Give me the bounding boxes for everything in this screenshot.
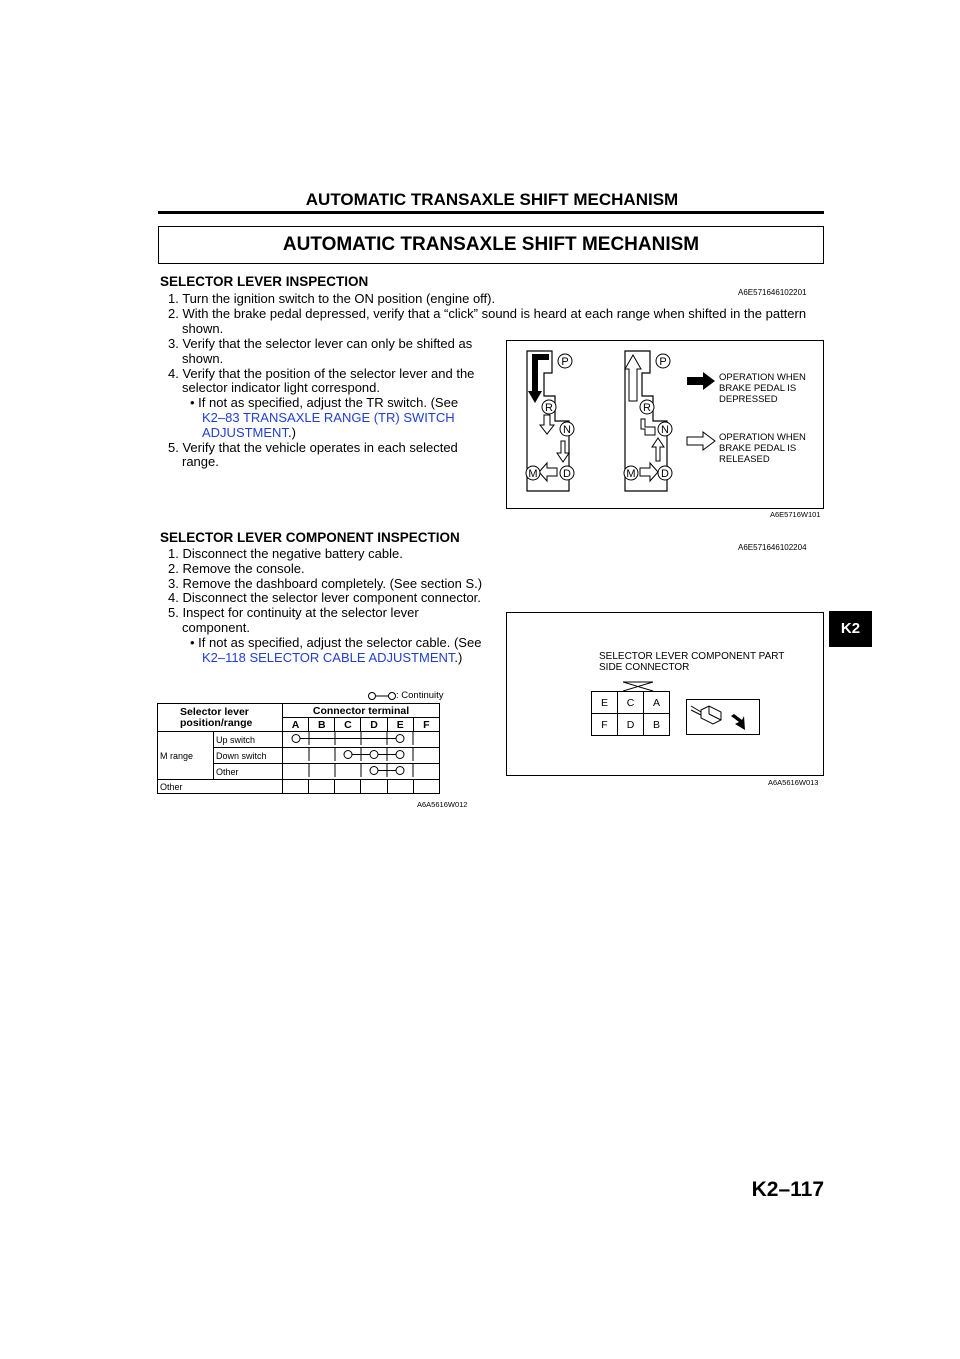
section-title-box: AUTOMATIC TRANSAXLE SHIFT MECHANISM xyxy=(158,226,824,264)
right-hollow-arrow-rp xyxy=(625,355,641,401)
title-rule xyxy=(158,211,824,214)
svg-text:D: D xyxy=(661,468,669,480)
continuity-other xyxy=(283,764,439,777)
s1-sub-text: • If not as specified, adjust the TR switch. (See xyxy=(190,395,459,411)
svg-text:P: P xyxy=(561,356,569,368)
section2-code: A6E571646102204 xyxy=(738,543,807,552)
row-label: Down switch xyxy=(214,748,283,764)
continuity-cells xyxy=(283,732,440,748)
right-hollow-arrow-md xyxy=(640,463,658,481)
connector-figure xyxy=(506,612,824,776)
section1-title: SELECTOR LEVER INSPECTION xyxy=(160,274,369,289)
terminal-header: F xyxy=(413,718,439,732)
s1-sub-end: .) xyxy=(287,424,296,440)
page-number: K2–117 xyxy=(751,1178,824,1201)
m-range-cell: M range xyxy=(158,732,214,780)
left-black-arrowhead xyxy=(528,391,542,403)
empty-cell xyxy=(361,780,387,794)
section1-steps-top xyxy=(158,292,824,336)
section1-steps-col xyxy=(158,337,476,470)
s2-step-2: 2. Remove the console. xyxy=(168,560,305,576)
table-code: A6A5616W012 xyxy=(417,800,468,809)
section2-steps xyxy=(158,547,494,665)
svg-text:D: D xyxy=(563,468,571,480)
continuity-cells xyxy=(283,748,440,764)
terminal-header: D xyxy=(361,718,387,732)
s1-step-4: 4. Verify that the position of the selector lever and the selector indicator light correspond. xyxy=(168,365,475,396)
connector-figure-code: A6A5616W013 xyxy=(768,778,819,787)
terminal-cell: E xyxy=(592,692,618,714)
s2-sub-end: .) xyxy=(454,649,463,665)
s1-step-5: 5. Verify that the vehicle operates in each selected range. xyxy=(168,439,458,470)
s2-sub-text: • If not as specified, adjust the selector cable. (See xyxy=(190,634,482,650)
svg-text:M: M xyxy=(626,468,636,480)
table-header-left: Selector lever position/range xyxy=(158,704,283,732)
svg-text:N: N xyxy=(661,424,669,436)
section2-title: SELECTOR LEVER COMPONENT INSPECTION xyxy=(160,530,460,545)
terminal-header: A xyxy=(283,718,309,732)
left-hollow-arrow-rn xyxy=(540,415,554,434)
terminal-header: E xyxy=(387,718,413,732)
empty-cell xyxy=(283,780,309,794)
left-black-arrow-line xyxy=(535,357,549,393)
selector-cable-adjustment-link[interactable]: K2–118 SELECTOR CABLE ADJUSTMENT xyxy=(202,649,455,665)
left-hollow-arrow-dm xyxy=(539,463,557,481)
svg-text:R: R xyxy=(643,402,651,414)
terminal-cell: F xyxy=(592,714,618,736)
row-label: Other xyxy=(214,764,283,780)
s2-step-5-sub xyxy=(158,636,482,666)
right-hollow-arrow-dn xyxy=(652,438,664,461)
continuity-up-switch xyxy=(283,732,439,745)
continuity-legend xyxy=(368,690,444,701)
empty-cell xyxy=(413,780,439,794)
continuity-down-switch xyxy=(283,748,439,761)
legend-black-arrow xyxy=(687,372,715,390)
s1-step-4-sub xyxy=(158,396,476,440)
empty-cell xyxy=(335,780,361,794)
legend-hollow-arrow xyxy=(687,432,715,450)
running-title: AUTOMATIC TRANSAXLE SHIFT MECHANISM xyxy=(305,190,679,209)
terminal-cell: A xyxy=(644,692,670,714)
s1-step-1: 1. Turn the ignition switch to the ON position (engine off). xyxy=(168,291,496,306)
legend-depressed-label: OPERATION WHEN BRAKE PEDAL IS DEPRESSED xyxy=(719,372,806,405)
tr-switch-adjustment-link[interactable]: K2–83 TRANSAXLE RANGE (TR) SWITCH ADJUSTMENT xyxy=(202,409,455,440)
left-hollow-arrow-nd xyxy=(557,441,569,462)
section1-code: A6E571646102201 xyxy=(738,288,807,297)
svg-text:R: R xyxy=(545,402,553,414)
table-row xyxy=(158,732,440,748)
svg-text:N: N xyxy=(563,424,571,436)
other-row-label: Other xyxy=(158,780,283,794)
table-row xyxy=(158,780,440,794)
continuity-table xyxy=(157,703,440,794)
terminal-cell: B xyxy=(644,714,670,736)
side-tab-k2[interactable]: K2 xyxy=(829,611,872,647)
terminal-header: C xyxy=(335,718,361,732)
connector-terminal-grid xyxy=(591,691,670,736)
s1-step-2: 2. With the brake pedal depressed, verify that a “click” sound is heard at each range when shifted in the pattern shown. xyxy=(168,305,807,336)
connector-view-box xyxy=(686,699,760,735)
table-header-group: Connector terminal xyxy=(283,704,440,718)
connector-view-arrow-icon xyxy=(687,700,759,734)
connector-label: SELECTOR LEVER COMPONENT PART SIDE CONNECTOR xyxy=(599,651,785,673)
shift-pattern-figure xyxy=(506,340,824,509)
row-label: Up switch xyxy=(214,732,283,748)
s2-step-5: 5. Inspect for continuity at the selector lever component. xyxy=(168,605,419,635)
figure1-code: A6E5716W101 xyxy=(770,510,821,519)
s1-step-3: 3. Verify that the selector lever can only be shifted as shown. xyxy=(168,336,473,366)
shift-pattern-diagram xyxy=(507,341,823,508)
empty-cell xyxy=(309,780,335,794)
continuity-table-wrap xyxy=(157,703,440,794)
terminal-header: B xyxy=(309,718,335,732)
svg-text:P: P xyxy=(659,356,667,368)
s2-step-1: 1. Disconnect the negative battery cable. xyxy=(168,546,403,561)
svg-text:M: M xyxy=(528,468,538,480)
terminal-cell: D xyxy=(618,714,644,736)
terminal-cell: C xyxy=(618,692,644,714)
s2-step-4: 4. Disconnect the selector lever component connector. xyxy=(168,590,481,606)
continuity-cells xyxy=(283,764,440,780)
empty-cell xyxy=(387,780,413,794)
continuity-legend-text: : Continuity xyxy=(396,690,444,701)
legend-released-label: OPERATION WHEN BRAKE PEDAL IS RELEASED xyxy=(719,432,806,465)
s2-step-3: 3. Remove the dashboard completely. (See section S.) xyxy=(168,575,483,591)
continuity-symbol-icon xyxy=(368,691,396,701)
